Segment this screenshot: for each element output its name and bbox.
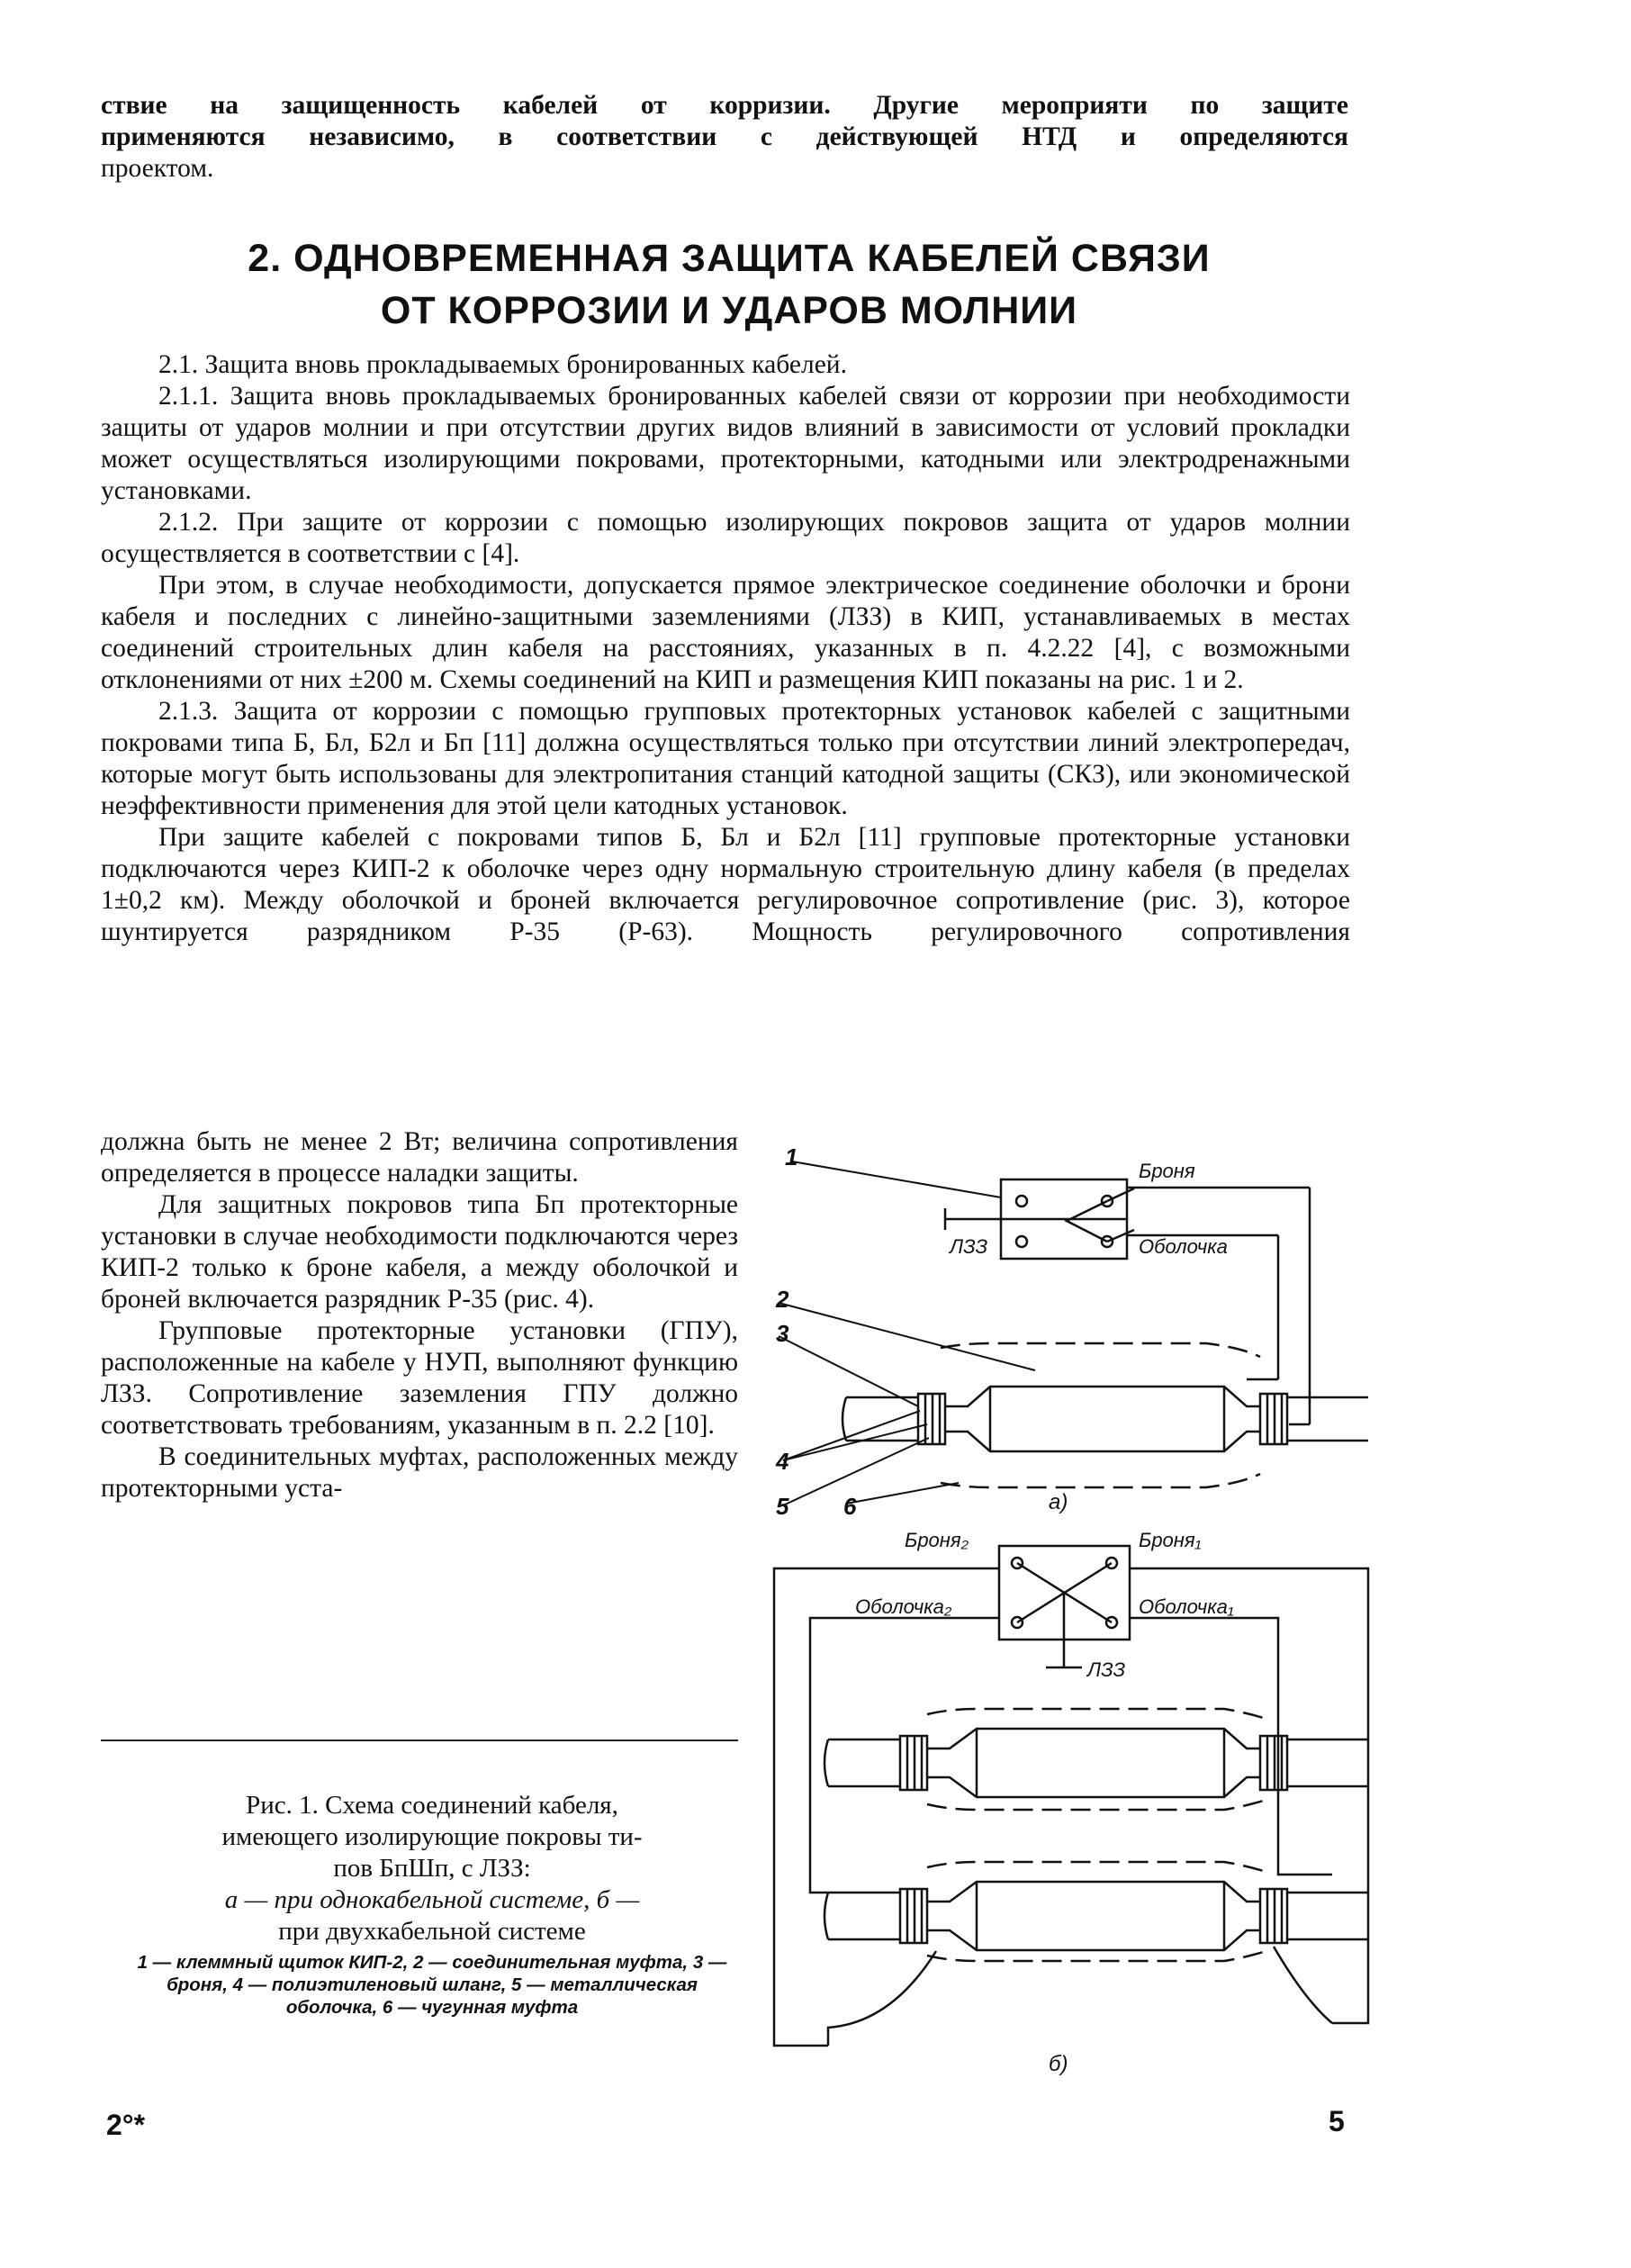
para-gpu: Групповые протекторные установки (ГПУ), расположенные на кабеле у НУП, выполняют функцию ЛЗЗ. Сопротивление заземления ГПУ должно соответствовать требованиям, указанным в п. 2.2 [10].: [101, 1316, 738, 1440]
caption-line-5: при двухкабельной системе: [278, 1917, 586, 1946]
body-full-width: [101, 349, 1350, 948]
intro-line-2: применяются независимо, в соответствии с действующей НТД и определяются: [101, 122, 1348, 151]
para-dlya-zaschitnyh: Для защитных покровов типа Бп протекторные установки в случае необходимости подключаются через КИП-2 только к броне кабеля, а между оболочкой и броней включается разрядник Р-35 (рис. 4).: [101, 1190, 738, 1314]
label-sub-b: б): [1049, 2052, 1068, 2076]
caption-legend: 1 — клеммный щиток КИП-2, 2 — соединительная муфта, 3 — броня, 4 — полиэтиленовый шланг, 5 — металлическая оболочка, 6 — чугунная муфта: [137, 1952, 727, 2018]
num-2: 2: [776, 1286, 789, 1313]
caption-line-3: пов БпШп, с ЛЗЗ:: [333, 1854, 531, 1883]
num-4: 4: [776, 1448, 789, 1475]
caption-divider: [101, 1739, 738, 1741]
label-bronya-1: Броня₁: [1139, 1529, 1202, 1551]
label-obolochka: Оболочка: [1139, 1235, 1228, 1258]
num-3: 3: [776, 1320, 789, 1347]
label-bronya: Броня: [1139, 1160, 1195, 1182]
label-bronya-2: Броня₂: [905, 1529, 969, 1551]
para-2-1-3: 2.1.3. Защита от коррозии с помощью групповых протекторных установок кабелей с защитными покровами типа Б, Бл, Б2л и Бп [11] должна осуществляться только при отсутствии линий электропередач, которые могут быть использованы для электропитания станций катодной защиты (СКЗ), или экономической неэффективности применения для этой цели катодных установок.: [101, 697, 1350, 820]
figure-1-schematic: [756, 1136, 1386, 2077]
para-pri-etom: При этом, в случае необходимости, допускается прямое электрическое соединение оболочки и брони кабеля и последних с линейно-защитными заземлениями (ЛЗЗ) в КИП, устанавливаемых в местах соединений строительных длин кабеля на расстояниях, указанных в п. 4.2.22 [4], с возможными отклонениями от них ±200 м. Схемы соединений на КИП и размещения КИП показаны на рис. 1 и 2.: [101, 571, 1350, 694]
label-lzz-b: ЛЗЗ: [1087, 1658, 1126, 1681]
label-obolochka-2: Оболочка₂: [855, 1595, 952, 1618]
intro-line-3: проектом.: [101, 154, 214, 183]
para-2-1-1: 2.1.1. Защита вновь прокладываемых бронированных кабелей связи от коррозии при необходимости защиты от ударов молнии и при отсутствии других видов влияний в зависимости от условий прокладки может осуществляться изолирующими покровами, протекторными, катодными или электродренажными установками.: [101, 382, 1350, 505]
para-pri-zaschite: При защите кабелей с покровами типов Б, Бл и Б2л [11] групповые протекторные установки подключаются через КИП-2 к оболочке через одну нормальную строительную длину кабеля (в пределах 1±0,2 км). Между оболочкой и броней включается регулировочное сопротивление (рис. 3), которое шунтируется разрядником Р-35 (Р-63). Мощность регулировочного сопротивления: [101, 823, 1350, 946]
para-mufty: В соединительных муфтах, расположенных между протекторными уста-: [101, 1442, 738, 1503]
diagram-a: [779, 1161, 1368, 1505]
caption-line-1: Рис. 1. Схема соединений кабеля,: [246, 1791, 618, 1820]
intro-line-1: ствие на защищенность кабелей от корризии. Другие мероприяти по защите: [101, 91, 1348, 120]
section-heading: [126, 232, 1332, 337]
signature-mark: 2°*: [106, 2109, 146, 2141]
num-5: 5: [776, 1493, 789, 1520]
caption-line-4: а — при однокабельной системе, б —: [224, 1885, 640, 1914]
num-1: 1: [785, 1143, 798, 1170]
diagram-b: [774, 1546, 1368, 2046]
section-heading-line-2: ОТ КОРРОЗИИ И УДАРОВ МОЛНИИ: [380, 289, 1078, 332]
para-2-1: 2.1. Защита вновь прокладываемых бронированных кабелей.: [158, 350, 847, 379]
caption-line-2: имеющего изолирующие покровы ти-: [221, 1822, 643, 1851]
num-6: 6: [843, 1493, 857, 1520]
para-pri-zaschite-cont: должна быть не менее 2 Вт; величина сопротивления определяется в процессе наладки защиты.: [101, 1127, 738, 1188]
para-2-1-2: 2.1.2. При защите от коррозии с помощью изолирующих покровов защита от ударов молнии осуществляется в соответствии с [4].: [101, 508, 1350, 568]
body-left-column: [101, 1126, 738, 1504]
section-heading-line-1: 2. ОДНОВРЕМЕННАЯ ЗАЩИТА КАБЕЛЕЙ СВЯЗИ: [248, 237, 1211, 280]
figure-caption: [135, 1790, 729, 2019]
label-lzz-a: ЛЗЗ: [950, 1235, 988, 1258]
label-sub-a: а): [1049, 1490, 1068, 1514]
label-obolochka-1: Оболочка₁: [1139, 1595, 1234, 1618]
intro-text: [101, 90, 1348, 185]
page-number: 5: [1329, 2105, 1345, 2137]
